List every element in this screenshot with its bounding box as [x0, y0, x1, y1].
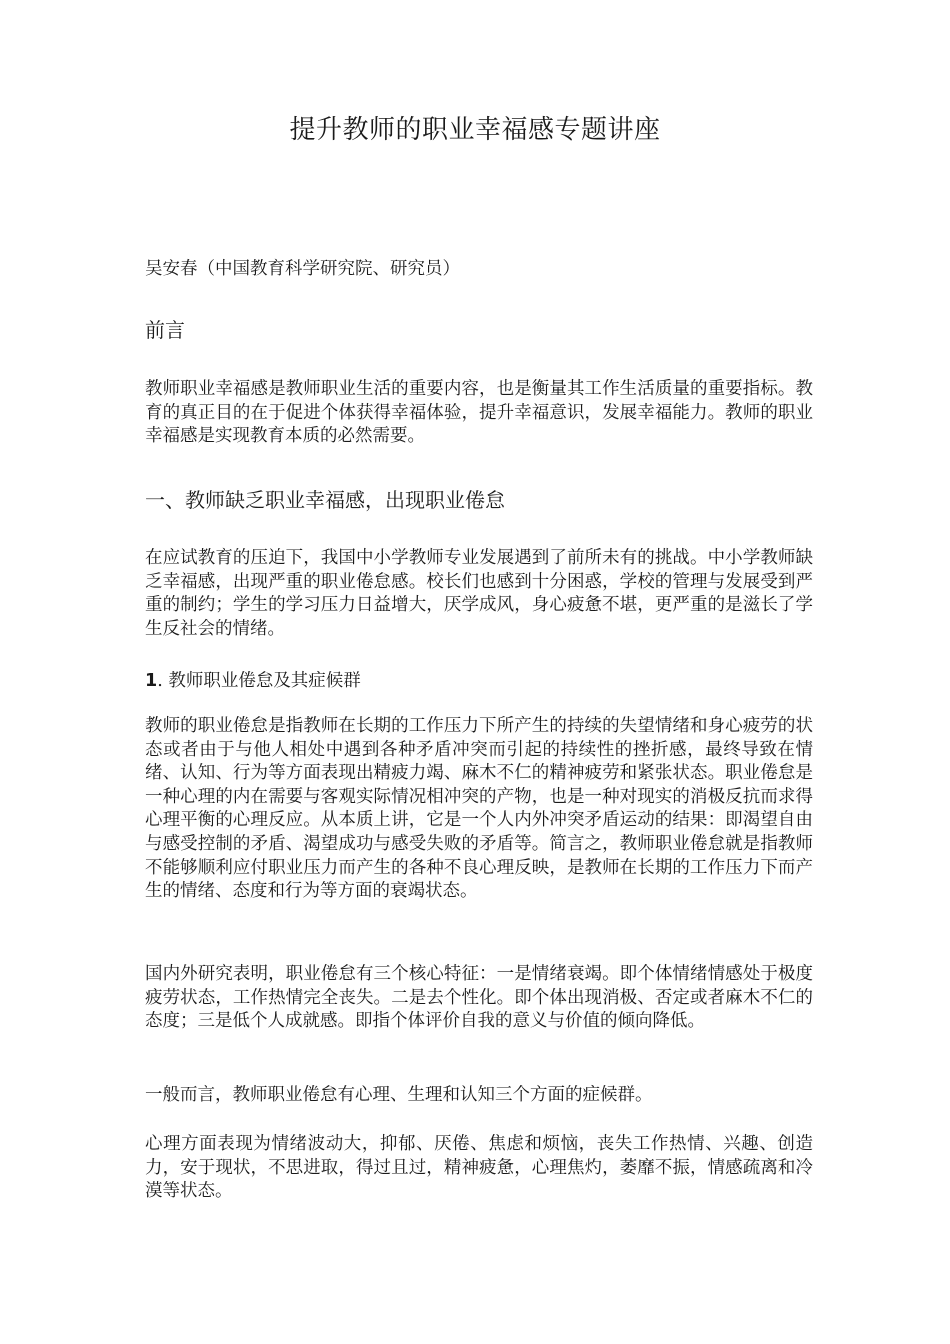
preface-heading: 前言	[145, 318, 185, 342]
psychological-symptoms-paragraph: 心理方面表现为情绪波动大，抑郁、厌倦、焦虑和烦恼，丧失工作热情、兴趣、创造力，安于现状，不思进取，得过且过，精神疲惫，心理焦灼，萎靡不振，情感疏离和冷漠等状态。	[145, 1134, 813, 1202]
subsection-title: . 教师职业倦怠及其症候群	[157, 671, 361, 691]
document-title: 提升教师的职业幸福感专题讲座	[289, 115, 661, 145]
section-heading-1: 一、教师缺乏职业幸福感，出现职业倦怠	[145, 488, 505, 512]
core-features-paragraph: 国内外研究表明，职业倦怠有三个核心特征：一是情绪衰竭。即个体情绪情感处于极度疲劳状态，工作热情完全丧失。二是去个性化。即个体出现消极、否定或者麻木不仁的态度；三是低个人成就感。即指个体评价自我的意义与价值的倾向降低。	[145, 964, 813, 1032]
subsection-number: 1	[145, 671, 158, 691]
section1-paragraph: 在应试教育的压迫下，我国中小学教师专业发展遇到了前所未有的挑战。中小学教师缺乏幸福感，出现严重的职业倦怠感。校长们也感到十分困惑，学校的管理与发展受到严重的制约；学生的学习压力日益增大，厌学成风，身心疲惫不堪，更严重的是滋长了学生反社会的情绪。	[145, 548, 813, 639]
author-line: 吴安春（中国教育科学研究院、研究员）	[145, 259, 460, 279]
three-aspects-paragraph: 一般而言，教师职业倦怠有心理、生理和认知三个方面的症候群。	[145, 1085, 653, 1105]
preface-paragraph: 教师职业幸福感是教师职业生活的重要内容，也是衡量其工作生活质量的重要指标。教育的真正目的在于促进个体获得幸福体验，提升幸福意识，发展幸福能力。教师的职业幸福感是实现教育本质的必然需要。	[145, 379, 813, 447]
burnout-definition-paragraph: 教师的职业倦怠是指教师在长期的工作压力下所产生的持续的失望情绪和身心疲劳的状态或者由于与他人相处中遇到各种矛盾冲突而引起的持续性的挫折感，最终导致在情绪、认知、行为等方面表现出精疲力竭、麻木不仁的精神疲劳和紧张状态。职业倦怠是一种心理的内在需要与客观实际情况相冲突的产物，也是一种对现实的消极反抗而求得心理平衡的心理反应。从本质上讲，它是一个人内外冲突矛盾运动的结果：即渴望自由与感受控制的矛盾、渴望成功与感受失败的矛盾等。简言之，教师职业倦怠就是指教师不能够顺利应付职业压力而产生的各种不良心理反映，是教师在长期的工作压力下而产生的情绪、态度和行为等方面的衰竭状态。	[145, 716, 813, 902]
subsection-heading-1	[145, 670, 813, 694]
